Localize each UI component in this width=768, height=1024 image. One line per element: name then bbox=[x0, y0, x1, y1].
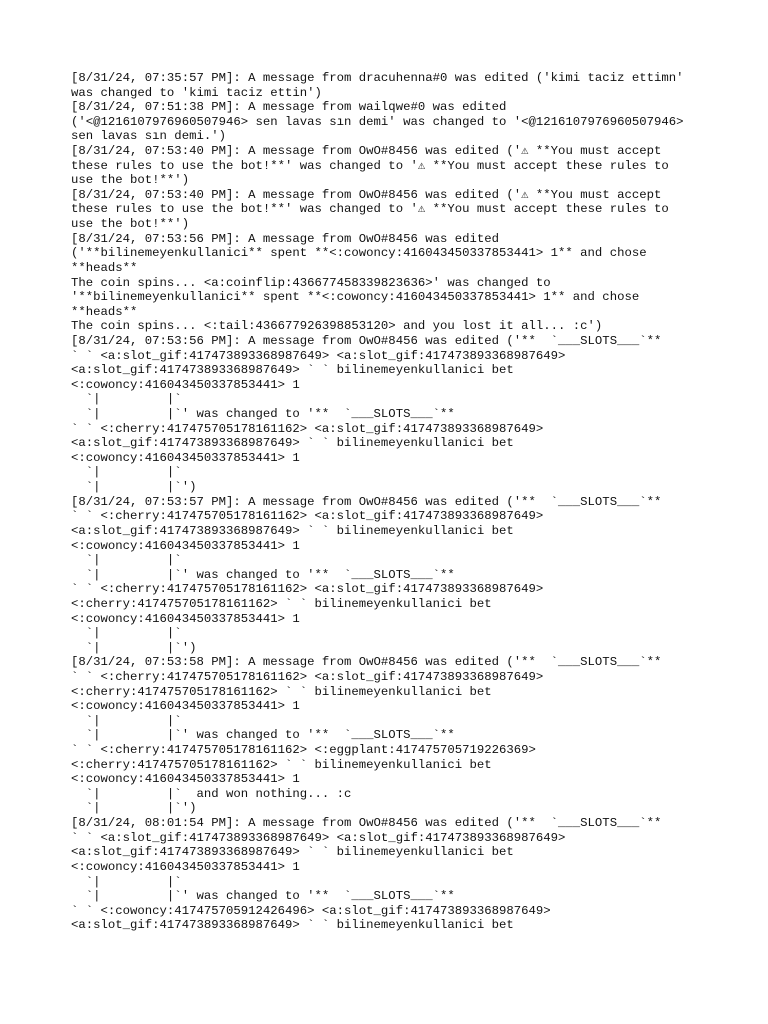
log-line: <:cowoncy:416043450337853441> 1 bbox=[71, 611, 300, 626]
log-line: `| |`') bbox=[71, 640, 197, 655]
log-line: [8/31/24, 07:53:40 PM]: A message from OwO#8456 was edited ('⚠ **You must accept bbox=[71, 187, 662, 202]
log-line: <:cowoncy:416043450337853441> 1 bbox=[71, 699, 300, 714]
log-line: [8/31/24, 07:53:58 PM]: A message from OwO#8456 was edited ('** `___SLOTS___`** bbox=[71, 655, 662, 670]
log-line: <:cowoncy:416043450337853441> 1 bbox=[71, 772, 300, 787]
log-line: these rules to use the bot!**' was changed to '⚠ **You must accept these rules to bbox=[71, 158, 669, 173]
log-line: <:cherry:417475705178161162> ` ` bilinemeyenkullanici bet bbox=[71, 684, 492, 699]
log-line: `| |` bbox=[71, 553, 182, 568]
log-line: use the bot!**') bbox=[71, 217, 190, 232]
log-line: was changed to 'kimi taciz ettin') bbox=[71, 85, 322, 100]
log-line: `| |` and won nothing... :c bbox=[71, 786, 352, 801]
log-line: `| |` bbox=[71, 392, 182, 407]
log-line: ('<@1216107976960507946> sen lavas sın demi' was changed to '<@1216107976960507946> bbox=[71, 114, 684, 129]
log-line: The coin spins... <:tail:436677926398853120> and you lost it all... :c') bbox=[71, 319, 603, 334]
log-line: **heads** bbox=[71, 260, 138, 275]
log-line: <:cherry:417475705178161162> ` ` bilinemeyenkullanici bet bbox=[71, 596, 492, 611]
log-line: sen lavas sın demi.') bbox=[71, 129, 226, 144]
log-line: ` ` <:cherry:417475705178161162> <a:slot_gif:417473893368987649> bbox=[71, 421, 544, 436]
log-line: `| |`' was changed to '** `___SLOTS___`** bbox=[71, 728, 455, 743]
log-line: `| |`') bbox=[71, 801, 197, 816]
log-line: [8/31/24, 07:53:56 PM]: A message from OwO#8456 was edited bbox=[71, 231, 500, 246]
log-line: ` ` <:cherry:417475705178161162> <a:slot_gif:417473893368987649> bbox=[71, 509, 544, 524]
log-line: <a:slot_gif:417473893368987649> ` ` bilinemeyenkullanici bet bbox=[71, 436, 514, 451]
log-line: these rules to use the bot!**' was changed to '⚠ **You must accept these rules to bbox=[71, 202, 669, 217]
log-line: <:cowoncy:416043450337853441> 1 bbox=[71, 538, 300, 553]
log-line: [8/31/24, 07:53:57 PM]: A message from OwO#8456 was edited ('** `___SLOTS___`** bbox=[71, 494, 662, 509]
log-line: [8/31/24, 08:01:54 PM]: A message from OwO#8456 was edited ('** `___SLOTS___`** bbox=[71, 816, 662, 831]
log-line: `| |` bbox=[71, 874, 182, 889]
log-line: [8/31/24, 07:53:40 PM]: A message from OwO#8456 was edited ('⚠ **You must accept bbox=[71, 144, 662, 159]
log-line: **heads** bbox=[71, 304, 138, 319]
log-line: <:cherry:417475705178161162> ` ` bilinemeyenkullanici bet bbox=[71, 757, 492, 772]
log-line: <a:slot_gif:417473893368987649> ` ` bilinemeyenkullanici bet bbox=[71, 918, 514, 933]
log-line: ` ` <a:slot_gif:417473893368987649> <a:slot_gif:417473893368987649> bbox=[71, 348, 566, 363]
log-line: ` ` <:cherry:417475705178161162> <a:slot_gif:417473893368987649> bbox=[71, 582, 544, 597]
message-edit-log bbox=[71, 71, 751, 933]
log-line: [8/31/24, 07:35:57 PM]: A message from dracuhenna#0 was edited ('kimi taciz ettimn' bbox=[71, 71, 684, 85]
log-line: `| |` bbox=[71, 713, 182, 728]
log-line: [8/31/24, 07:51:38 PM]: A message from wailqwe#0 was edited bbox=[71, 100, 507, 115]
log-line: <:cowoncy:416043450337853441> 1 bbox=[71, 450, 300, 465]
log-line: `| |`' was changed to '** `___SLOTS___`** bbox=[71, 889, 455, 904]
log-line: ` ` <:cowoncy:417475705912426496> <a:slot_gif:417473893368987649> bbox=[71, 903, 551, 918]
log-line: The coin spins... <a:coinflip:436677458339823636>' was changed to bbox=[71, 275, 551, 290]
log-line: '**bilinemeyenkullanici** spent **<:cowoncy:416043450337853441> 1** and chose bbox=[71, 290, 640, 305]
log-line: <:cowoncy:416043450337853441> 1 bbox=[71, 859, 300, 874]
log-line: ` ` <:cherry:417475705178161162> <a:slot_gif:417473893368987649> bbox=[71, 669, 544, 684]
log-line: ` ` <a:slot_gif:417473893368987649> <a:slot_gif:417473893368987649> bbox=[71, 830, 566, 845]
log-line: `| |` bbox=[71, 626, 182, 641]
log-line: use the bot!**') bbox=[71, 173, 190, 188]
log-line: ('**bilinemeyenkullanici** spent **<:cowoncy:416043450337853441> 1** and chose bbox=[71, 246, 647, 261]
log-line: `| |`' was changed to '** `___SLOTS___`** bbox=[71, 407, 455, 422]
log-line: <a:slot_gif:417473893368987649> ` ` bilinemeyenkullanici bet bbox=[71, 845, 514, 860]
log-line: `| |`' was changed to '** `___SLOTS___`** bbox=[71, 567, 455, 582]
log-line: <:cowoncy:416043450337853441> 1 bbox=[71, 377, 300, 392]
log-line: `| |` bbox=[71, 465, 182, 480]
log-line: <a:slot_gif:417473893368987649> ` ` bilinemeyenkullanici bet bbox=[71, 363, 514, 378]
log-line: <a:slot_gif:417473893368987649> ` ` bilinemeyenkullanici bet bbox=[71, 523, 514, 538]
log-line: `| |`') bbox=[71, 480, 197, 495]
log-line: ` ` <:cherry:417475705178161162> <:eggplant:417475705719226369> bbox=[71, 743, 536, 758]
log-line: [8/31/24, 07:53:56 PM]: A message from OwO#8456 was edited ('** `___SLOTS___`** bbox=[71, 333, 662, 348]
